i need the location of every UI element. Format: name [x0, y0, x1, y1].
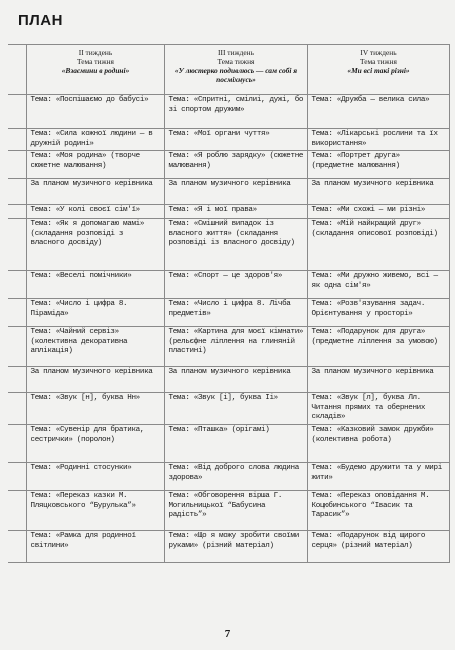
row-stub: [8, 271, 26, 299]
week-label: ІІІ тиждень: [218, 48, 254, 57]
table-cell: Тема: «Картина для моєї кімнати» (рельєфне ліплення на глиняній пластині): [164, 327, 307, 367]
table-cell: Тема: «Число і цифра 8. Лічба предметів»: [164, 299, 307, 327]
table-cell: Тема: «Переказ казки М. Пляцковського “Бурулька”»: [26, 490, 164, 530]
week-theme: «Взаємини в родині»: [61, 66, 130, 75]
week-header-3: [164, 45, 307, 95]
table-cell: Тема: «Портрет друга» (предметне малювання): [307, 151, 449, 179]
row-stub: [8, 179, 26, 205]
header-row: [8, 45, 449, 95]
table-cell: Тема: «Ми дружно живемо, всі — як одна сім'я»: [307, 271, 449, 299]
table-cell: Тема: «Мій найкращий друг» (складання описової розповіді): [307, 219, 449, 271]
table-row: [8, 271, 449, 299]
table-cell: Тема: «Пташка» (орігамі): [164, 424, 307, 462]
table-cell: Тема: «Лікарські рослини та їх використання»: [307, 129, 449, 151]
row-stub: [8, 129, 26, 151]
row-stub: [8, 219, 26, 271]
week-label: IV тиждень: [360, 48, 397, 57]
table-cell: Тема: «Звук [н], буква Нн»: [26, 393, 164, 425]
table-cell: Тема: «Розв'язування задач. Орієнтування у просторі»: [307, 299, 449, 327]
table-row: [8, 95, 449, 129]
table-cell: Тема: «Сувенір для братика, сестрички» (поролон): [26, 424, 164, 462]
theme-label: Тема тижня: [217, 57, 255, 66]
table-cell: Тема: «Спорт — це здоров'я»: [164, 271, 307, 299]
week-theme: «У люстерко подивлюсь — сам собі я посміхнусь»: [174, 66, 298, 84]
table-cell: За планом музичного керівника: [26, 367, 164, 393]
page-title: ПЛАН: [18, 12, 63, 29]
table-cell: За планом музичного керівника: [164, 179, 307, 205]
table-cell: Тема: «Родинні стосунки»: [26, 462, 164, 490]
plan-body: [8, 95, 449, 563]
table-cell: Тема: «Поспішаємо до бабусі»: [26, 95, 164, 129]
table-cell: За планом музичного керівника: [164, 367, 307, 393]
table-cell: За планом музичного керівника: [26, 179, 164, 205]
row-stub: [8, 327, 26, 367]
theme-label: Тема тижня: [360, 57, 397, 66]
table-cell: Тема: «Сила кожної людини — в дружній родині»: [26, 129, 164, 151]
table-cell: Тема: «У колі своєї сім'ї»: [26, 205, 164, 219]
table-cell: Тема: «Я і мої права»: [164, 205, 307, 219]
table-cell: Тема: «Моя родина» (творче сюжетне малювання): [26, 151, 164, 179]
table-cell: Тема: «Чайний сервіз» (колективна декоративна аплікація): [26, 327, 164, 367]
page-number: 7: [224, 628, 231, 640]
theme-label: Тема тижня: [77, 57, 114, 66]
table-cell: За планом музичного керівника: [307, 179, 449, 205]
table-cell: Тема: «Рамка для родинної світлини»: [26, 530, 164, 562]
table-row: [8, 219, 449, 271]
row-stub: [8, 205, 26, 219]
table-row: [8, 530, 449, 562]
table-cell: Тема: «Подарунок для друга» (предметне ліплення за умовою): [307, 327, 449, 367]
week-header-2: [26, 45, 164, 95]
table-cell: Тема: «Обговорення вірша Г. Могильницької “Бабусина радість”»: [164, 490, 307, 530]
row-stub: [8, 151, 26, 179]
table-cell: Тема: «Звук [л], буква Лл. Читання прямих та обернених складів»: [307, 393, 449, 425]
header-stub: [8, 45, 26, 95]
table-cell: Тема: «Мої органи чуття»: [164, 129, 307, 151]
table-cell: Тема: «Переказ оповідання М. Коцюбинського “Івасик та Тарасик”»: [307, 490, 449, 530]
table-row: [8, 299, 449, 327]
table-row: [8, 393, 449, 425]
table-cell: Тема: «Будемо дружити та у мирі жити»: [307, 462, 449, 490]
table-cell: За планом музичного керівника: [307, 367, 449, 393]
row-stub: [8, 462, 26, 490]
row-stub: [8, 490, 26, 530]
week-label: ІІ тиждень: [78, 48, 113, 57]
row-stub: [8, 367, 26, 393]
table-cell: Тема: «Смішний випадок із власного життя» (складання розповіді із власного досвіду): [164, 219, 307, 271]
table-cell: Тема: «Ми схожі — ми різні»: [307, 205, 449, 219]
row-stub: [8, 530, 26, 562]
table-cell: Тема: «Казковий замок дружби» (колективна робота): [307, 424, 449, 462]
table-row: [8, 367, 449, 393]
table-cell: Тема: «Як я допомагаю мамі» (складання розповіді з власного досвіду): [26, 219, 164, 271]
table-cell: Тема: «Я роблю зарядку» (сюжетне малювання): [164, 151, 307, 179]
table-cell: Тема: «Звук [і], буква Іі»: [164, 393, 307, 425]
row-stub: [8, 424, 26, 462]
table-cell: Тема: «Спритні, смілиі, дужі, бо зі спортом дружим»: [164, 95, 307, 129]
table-cell: Тема: «Число і цифра 8. Піраміда»: [26, 299, 164, 327]
row-stub: [8, 95, 26, 129]
table-row: [8, 151, 449, 179]
table-row: [8, 424, 449, 462]
table-cell: Тема: «Від доброго слова людина здорова»: [164, 462, 307, 490]
week-theme: «Ми всі такі різні»: [347, 66, 410, 75]
plan-table: [8, 44, 450, 563]
table-cell: Тема: «Подарунок від щирого серця» (різний матеріал): [307, 530, 449, 562]
table-row: [8, 179, 449, 205]
table-row: [8, 490, 449, 530]
row-stub: [8, 393, 26, 425]
table-cell: Тема: «Веселі помічники»: [26, 271, 164, 299]
table-row: [8, 462, 449, 490]
week-header-4: [307, 45, 449, 95]
table-row: [8, 205, 449, 219]
table-row: [8, 327, 449, 367]
table-cell: Тема: «Дружба — велика сила»: [307, 95, 449, 129]
table-row: [8, 129, 449, 151]
table-cell: Тема: «Що я можу зробити своїми руками» (різний матеріал): [164, 530, 307, 562]
row-stub: [8, 299, 26, 327]
